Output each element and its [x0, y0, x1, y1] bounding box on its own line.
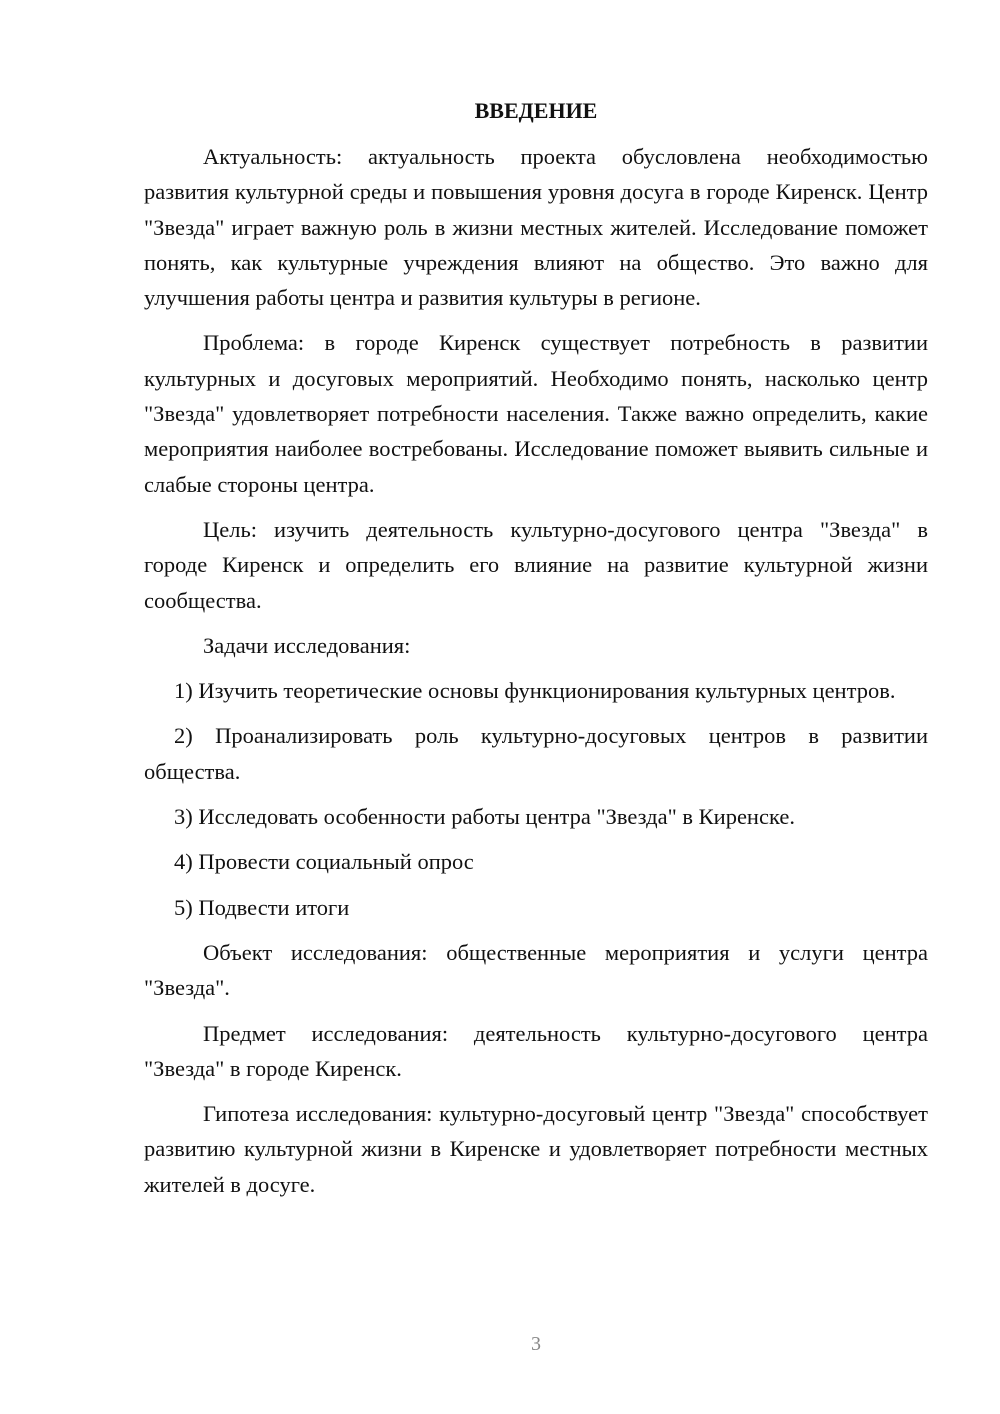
- paragraph-relevance: Актуальность: актуальность проекта обусловлена необходимостью развития культурной среды и повышения уровня досуга в городе Киренск. Центр "Звезда" играет важную роль в жизни местных жителей. Исследование поможет понять, как культурные учреждения влияют на общество. Это важно для улучшения работы центра и развития культуры в регионе.: [144, 144, 928, 311]
- tasks-heading: Задачи исследования:: [203, 632, 411, 658]
- list-item: 4) Провести социальный опрос: [174, 849, 474, 875]
- paragraph-object: Объект исследования: общественные мероприятия и услуги центра "Звезда".: [144, 939, 928, 1001]
- list-item: 5) Подвести итоги: [174, 894, 350, 920]
- paragraph-subject: Предмет исследования: деятельность культурно-досугового центра "Звезда" в городе Киренск.: [144, 1020, 928, 1081]
- list-item: 3) Исследовать особенности работы центра "Звезда" в Киренске.: [174, 804, 795, 830]
- list-item: 2) Проанализировать роль культурно-досуговых центров в развитии общества.: [144, 723, 928, 784]
- tasks-list: [144, 673, 928, 925]
- page-number: 3: [531, 1333, 541, 1355]
- paragraph-hypothesis: Гипотеза исследования: культурно-досуговый центр "Звезда" способствует развитию культурной жизни в Киренске и удовлетворяет потребности местных жителей в досуге.: [144, 1101, 928, 1197]
- page-title: ВВЕДЕНИЕ: [474, 98, 598, 123]
- list-item: 1) Изучить теоретические основы функционирования культурных центров.: [174, 678, 896, 704]
- document-body: [144, 95, 928, 1212]
- paragraph-goal: Цель: изучить деятельность культурно-досугового центра "Звезда" в городе Киренск и определить его влияние на развитие культурной жизни сообщества.: [144, 516, 928, 613]
- paragraph-problem: Проблема: в городе Киренск существует потребность в развитии культурных и досуговых мероприятий. Необходимо понять, насколько центр "Звезда" удовлетворяет потребности населения. Также важно определить, какие мероприятия наиболее востребованы. Исследование поможет выявить сильные и слабые стороны центра.: [144, 330, 928, 497]
